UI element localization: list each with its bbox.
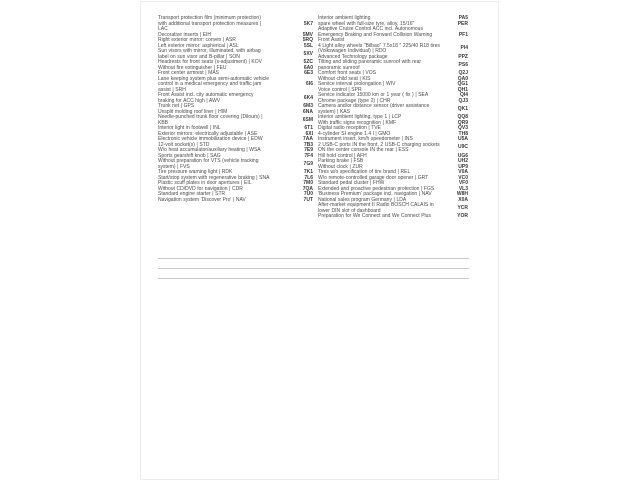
separator-line	[158, 268, 469, 269]
item-description: Adaptive Cruise Control ACC incl. Autonomous Emergency Braking and Forward Collision Warning Front Assist	[318, 26, 433, 43]
item-code: 7K1	[303, 169, 313, 175]
equipment-list	[158, 16, 486, 220]
item-code: 6T1	[304, 125, 313, 131]
item-code: QR9	[457, 119, 468, 126]
item-code: 5RQ	[302, 37, 313, 43]
item-description: Service indicator 15000 km or 1 year ( fix ) | SEA	[318, 92, 429, 98]
item-code: 5MV	[302, 31, 313, 38]
item-description: Unsplit molding roof liner | HIM	[158, 108, 228, 115]
item-description: Exterior mirrors: electrically adjustable | ASE	[158, 130, 258, 137]
item-code: 5SL	[303, 42, 313, 49]
item-description: Lane keeping system plus semi-automatic vehicle control in a medical emergency and traffic jam assist | SRH	[158, 75, 270, 93]
equipment-column-right	[318, 16, 468, 220]
item-description: Transport protection film (minimum protection) with additional transport protection measures | LAC	[158, 15, 262, 32]
item-description: Front center armrest | MAS	[158, 70, 220, 76]
item-code: TH8	[458, 130, 468, 137]
item-description: Extended and proactive pedestrian protection | FGS	[318, 185, 435, 192]
item-description: 2 USB-C ports IN the front, 2 USB-C charging sockets ON the center console IN the rear | ESS	[318, 141, 440, 153]
item-code: QI4	[459, 92, 468, 98]
item-description: Digital radio reception | TVE	[318, 125, 381, 131]
equipment-item	[318, 44, 468, 55]
separator-lines	[158, 258, 469, 288]
item-description: Front Assist incl. city automatic emergency braking for ACC high | AWV	[158, 92, 254, 104]
item-description: Standard pedal cluster | FHW	[318, 180, 385, 186]
equipment-item	[318, 27, 468, 44]
item-description: 12-volt socket(s) | STD	[158, 141, 210, 148]
item-description: Plastic scuff plates in door apertures | EIL	[158, 180, 252, 186]
separator-line	[158, 258, 469, 259]
item-description: Navigation system 'Discover Pro' | NAV	[158, 196, 246, 203]
item-description: Sports gearshift knob | SAG	[158, 152, 221, 159]
item-code: PER	[457, 20, 468, 27]
separator-line	[158, 278, 469, 279]
item-description: Tires w/o specification of tire brand | REL	[318, 169, 411, 175]
item-code: 7QA	[302, 185, 313, 192]
item-description: With traffic signs recognition | KMF	[318, 119, 397, 126]
item-code: QQ8	[457, 114, 468, 120]
item-description: Advanced Technology package	[318, 53, 388, 60]
item-code: 7F4	[304, 152, 313, 159]
item-code: 6SM	[302, 116, 313, 123]
item-description: Headrests for front seats (x-adjustment) | KOV	[158, 59, 262, 65]
equipment-column-left	[158, 16, 313, 220]
item-code: VL3	[458, 185, 468, 192]
item-code: QV3	[457, 125, 468, 131]
item-description: Without fire extinguisher | FEU	[158, 64, 227, 71]
item-description: Camera and/or distance sensor (driver assistance system) | KAS	[318, 103, 430, 115]
item-description: Preparation for We Connect and We Connect Plus	[318, 213, 431, 219]
item-code: YCR	[457, 204, 468, 211]
item-code: 7B3	[303, 141, 313, 148]
item-code: 6NA	[302, 108, 313, 115]
item-code: VC0	[458, 174, 468, 181]
equipment-item	[158, 198, 313, 204]
item-code: 5ZC	[303, 59, 313, 65]
item-code: 6XI	[305, 130, 313, 137]
item-description: Service interval prolongation | WIV	[318, 81, 396, 87]
item-code: U5A	[457, 136, 468, 142]
item-code: 7UT	[303, 196, 313, 203]
equipment-item	[318, 143, 468, 154]
item-code: YOR	[457, 213, 468, 219]
item-code: PA5	[458, 15, 468, 21]
item-description: Voice control | SPR	[318, 86, 362, 93]
item-code: U9C	[457, 144, 468, 151]
item-code: Q2J	[458, 70, 468, 76]
item-description: Standard engine starter | STR	[158, 191, 226, 197]
item-code: UG6	[457, 152, 468, 159]
item-description: W/o remote-controlled garage door opener | GRT	[318, 174, 429, 181]
item-description: Instrument insert, km/h speedometer | INS	[318, 136, 413, 142]
item-code: QJ3	[458, 97, 468, 104]
item-code: 6K4	[303, 94, 313, 101]
item-description: Without child seat | KIS	[318, 75, 371, 82]
item-code: V0A	[458, 169, 468, 175]
item-description: After-market equipment II Radio BOSCH CALAIS in lower DIN slot of dashboard	[318, 202, 434, 214]
item-code: 7U0	[303, 191, 313, 197]
item-code: UH2	[457, 158, 468, 164]
item-description: 'Business Premium' package incl. navigation | NAV	[318, 191, 432, 197]
item-description: Interior light in footwell | INL	[158, 125, 221, 131]
item-description: Decorative inserts | EIH	[158, 31, 212, 38]
item-description: Tilting and sliding panoramic sunroof with rear panoramic sunroof	[318, 59, 422, 71]
item-code: QK1	[457, 105, 468, 112]
item-code: QG1	[457, 81, 468, 87]
item-description: Tire pressure warning light | RDK	[158, 169, 233, 175]
item-description: Right exterior mirror: convex | ASR	[158, 37, 236, 43]
document-page	[140, 1, 499, 480]
item-description: W/o heat accumulator/auxiliary heating | WSA	[158, 147, 261, 153]
item-description: 4 Light alloy wheels "Bilbao" 7.5x18 " 225/40 R18 tires (Volkswagen Individual) | RDO	[318, 42, 440, 54]
equipment-item	[318, 214, 468, 220]
item-code: PS6	[458, 61, 468, 68]
item-code: 7L6	[304, 174, 313, 181]
item-code: X0A	[458, 196, 468, 203]
item-code: 7M0	[303, 180, 313, 186]
item-description: Interior ambient lighting	[318, 15, 371, 21]
item-code: PF1	[458, 31, 468, 38]
item-description: Without clock | ZUR	[318, 163, 363, 170]
item-code: 6M3	[303, 103, 313, 109]
item-code: QA0	[457, 75, 468, 82]
item-description: Chrome package (type 2) | CHR	[318, 97, 391, 104]
item-description: spare wheel with full-size tyre, alloy, 15/16"	[318, 20, 415, 27]
item-description: Sun visors with mirror, illuminated, with airbag label on sun visor and B-pillar | SON	[158, 48, 261, 60]
item-code: VF0	[458, 180, 468, 186]
item-description: Start/stop system with regenerative braking | SNA	[158, 174, 270, 181]
item-description: Left exterior mirror: aspherical | ASL	[158, 42, 239, 49]
item-description: Without preparation for VTS (vehicle tracking system) | FVS	[158, 158, 259, 170]
item-description: Electronic vehicle immobilization device | EDW	[158, 136, 263, 142]
item-code: QH1	[457, 86, 468, 93]
item-code: 7E9	[304, 147, 313, 153]
item-description: Comfort front seats | VOS	[318, 70, 376, 76]
item-description: Parking brake | FSB	[318, 158, 364, 164]
item-code: 7AA	[302, 136, 313, 142]
item-code: W8H	[456, 191, 468, 197]
equipment-item	[158, 16, 313, 33]
item-code: UP9	[458, 163, 468, 170]
item-description: Trunk net | GPS	[158, 103, 195, 109]
item-code: 6I6	[306, 81, 313, 87]
item-description: National sales program Germany | LDA	[318, 196, 407, 203]
item-code: 5K7	[303, 20, 313, 27]
item-description: Without CD/DVD for navigation | CDR	[158, 185, 243, 192]
item-code: PPZ	[458, 53, 468, 60]
item-description: Interior ambient lighting, type 1 | LCP	[318, 114, 402, 120]
item-code: 6E3	[304, 70, 313, 76]
item-description: Needle-punched trunk floor covering (Dilours) | KBB	[158, 114, 263, 126]
item-code: 5XV	[303, 50, 313, 57]
item-code: 7G9	[303, 160, 313, 167]
item-description: 4-cylinder SI engine 1.4 l | GMO	[318, 130, 391, 137]
item-code: PI4	[460, 45, 468, 52]
item-code: 6A0	[303, 64, 313, 71]
equipment-item	[158, 77, 313, 94]
item-description: Hill hold control | AFH	[318, 152, 367, 159]
